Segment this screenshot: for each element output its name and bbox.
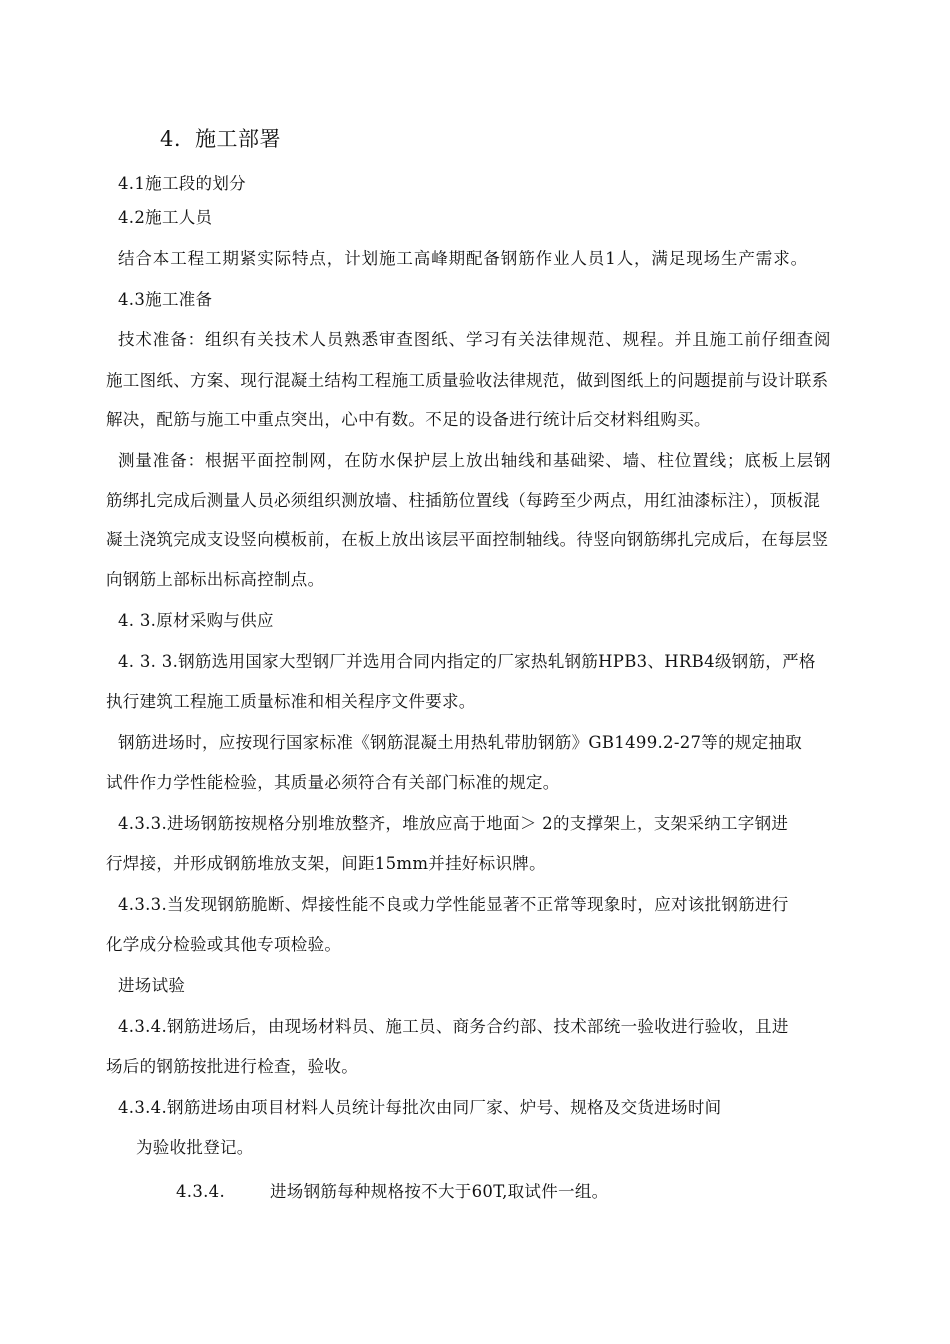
paragraph-line: 结合本工程工期紧实际特点，计划施工高峰期配备钢筋作业人员1人，满足现场生产需求。 <box>118 249 808 268</box>
paragraph-line: 化学成分检验或其他专项检验。 <box>106 935 342 954</box>
paragraph-line: 4.3.4.钢筋进场后，由现场材料员、施工员、商务合约部、技术部统一验收进行验收，且进 <box>118 1017 789 1036</box>
section-title: 施工部署 <box>195 127 282 151</box>
paragraph-line: 施工图纸、方案、现行混凝土结构工程施工质量验收法律规范，做到图纸上的问题提前与设计联系 <box>106 371 829 390</box>
paragraph-line: 场后的钢筋按批进行检查，验收。 <box>106 1057 358 1076</box>
subsection-heading: 4. 3.原材采购与供应 <box>118 611 274 630</box>
paragraph-line: 钢筋进场时，应按现行国家标准《钢筋混凝土用热轧带肋钢筋》GB1499.2-27等的规定抽取 <box>118 733 803 752</box>
paragraph-line: 凝土浇筑完成支设竖向模板前，在板上放出该层平面控制轴线。待竖向钢筋绑扎完成后，在每层竖 <box>106 530 829 549</box>
paragraph-line: 测量准备：根据平面控制网，在防水保护层上放出轴线和基础梁、墙、柱位置线；底板上层钢 <box>118 451 832 470</box>
paragraph-line: 4. 3. 3.钢筋选用国家大型钢厂并选用合同内指定的厂家热轧钢筋HPB3、HRB4级钢筋，严格 <box>118 652 816 671</box>
paragraph-line: 为验收批登记。 <box>136 1138 254 1157</box>
list-item-number: 4.3.4. <box>176 1182 226 1201</box>
subsection-heading: 进场试验 <box>118 976 186 995</box>
paragraph-line: 向钢筋上部标出标高控制点。 <box>106 570 325 589</box>
section-number: 4. <box>160 127 182 151</box>
subsection-4-2: 4.2施工人员 <box>118 208 213 227</box>
paragraph-line: 技术准备：组织有关技术人员熟悉审查图纸、学习有关法律规范、规程。并且施工前仔细查阅 <box>118 330 832 349</box>
list-item-text: 进场钢筋每种规格按不大于60T,取试件一组。 <box>270 1182 609 1201</box>
paragraph-line: 行焊接，并形成钢筋堆放支架，间距15mm并挂好标识牌。 <box>106 854 546 873</box>
paragraph-line: 4.3.3.进场钢筋按规格分别堆放整齐，堆放应高于地面＞ 2的支撑架上，支架采纳工字钢进 <box>118 814 789 833</box>
paragraph-line: 试件作力学性能检验，其质量必须符合有关部门标准的规定。 <box>106 773 560 792</box>
paragraph-line: 4.3.3.当发现钢筋脆断、焊接性能不良或力学性能显著不正常等现象时，应对该批钢筋进行 <box>118 895 789 914</box>
paragraph-line: 执行建筑工程施工质量标准和相关程序文件要求。 <box>106 692 476 711</box>
section-heading <box>160 124 281 154</box>
subsection-4-3: 4.3施工准备 <box>118 290 213 309</box>
paragraph-line: 4.3.4.钢筋进场由项目材料人员统计每批次由同厂家、炉号、规格及交货进场时间 <box>118 1098 722 1117</box>
paragraph-line: 筋绑扎完成后测量人员必须组织测放墙、柱插筋位置线（每跨至少两点，用红油漆标注），顶板混 <box>106 491 821 510</box>
subsection-4-1: 4.1施工段的划分 <box>118 174 246 193</box>
paragraph-line: 解决，配筋与施工中重点突出，心中有数。不足的设备进行统计后交材料组购买。 <box>106 410 711 429</box>
